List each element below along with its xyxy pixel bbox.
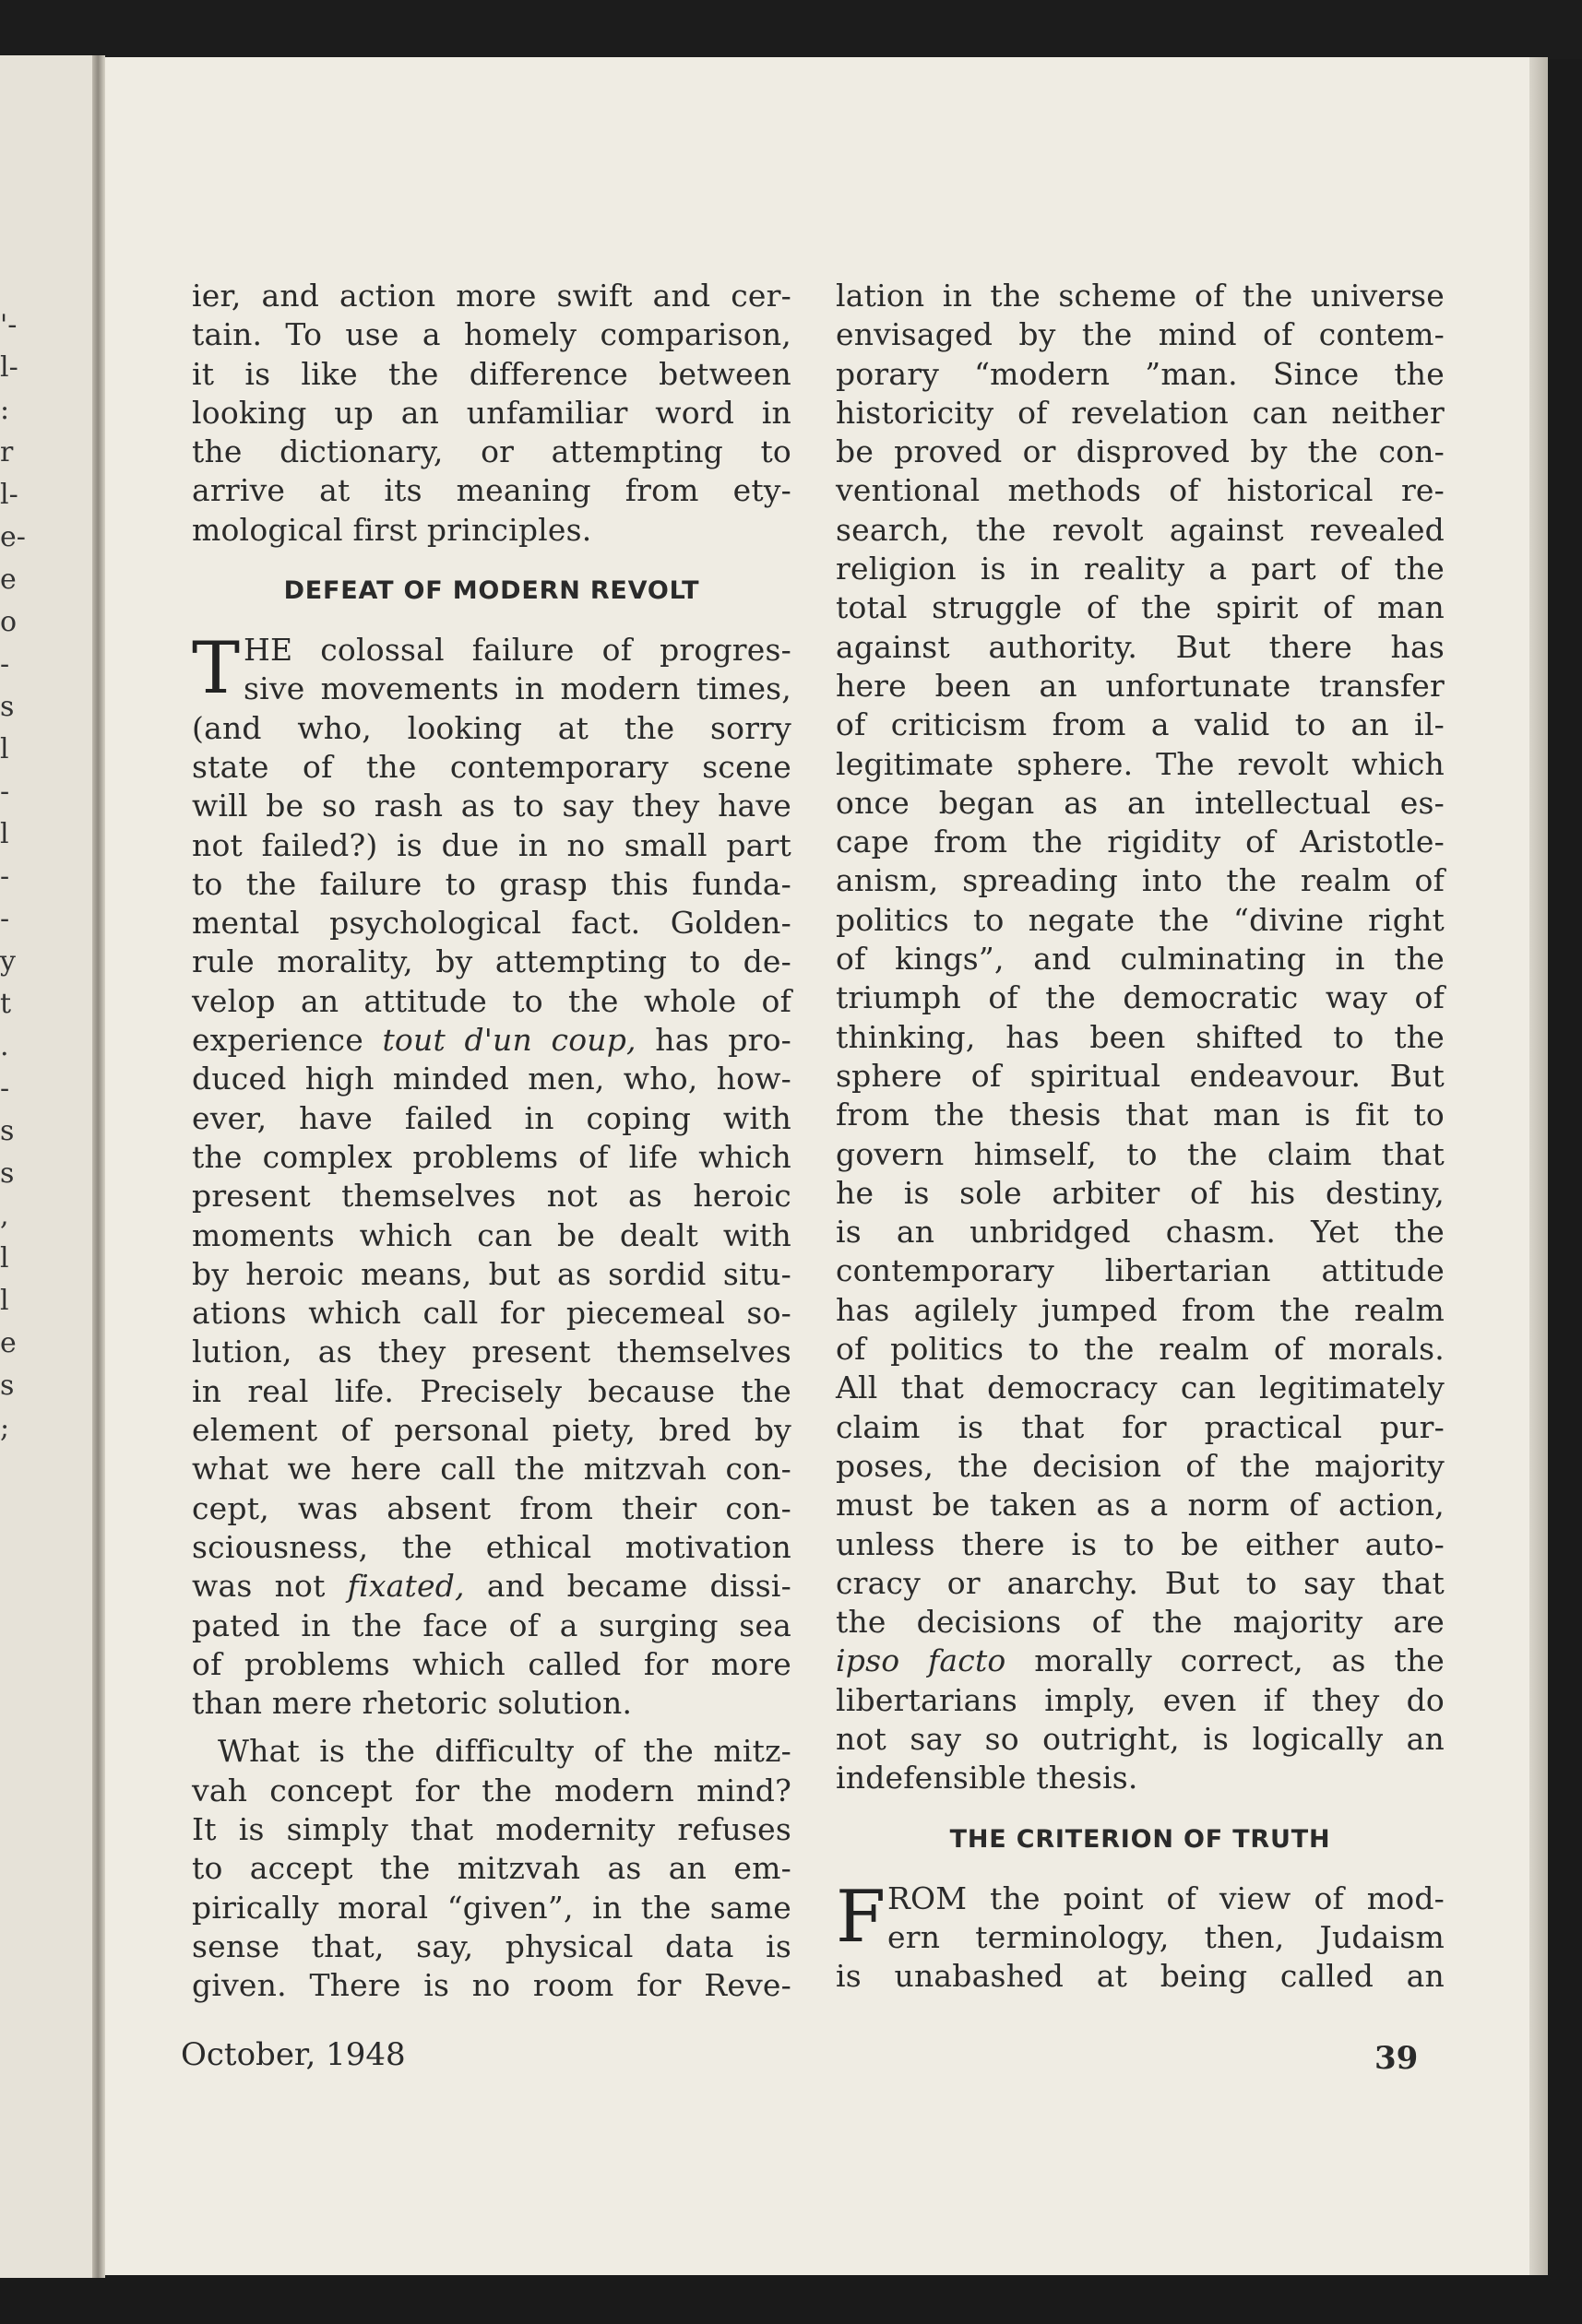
text-line: pirically moral “given”, in the same (192, 1889, 791, 1926)
text-line: of politics to the realm of morals. (836, 1331, 1445, 1368)
text-line: is unabashed at being called an (836, 1958, 1445, 1995)
text-line: tain. To use a homely comparison, (192, 316, 791, 353)
italic-phrase: tout d'un coup, (382, 1022, 636, 1059)
text-line: by heroic means, but as sordid situ- (192, 1255, 791, 1292)
text-line: mological first principles. (192, 511, 592, 548)
text-line: he is sole arbiter of his destiny, (836, 1174, 1445, 1211)
text-line: ern terminology, then, Judaism (887, 1918, 1445, 1955)
margin-fragment: e- (0, 521, 26, 553)
text-line: vah concept for the modern mind? (192, 1772, 791, 1808)
text-line: be proved or disproved by the con- (836, 433, 1445, 470)
margin-fragment: l- (0, 351, 18, 384)
facing-page-edge (0, 55, 100, 2278)
text-fragment: and became dissi- (464, 1568, 791, 1605)
text-line (192, 1567, 791, 1606)
margin-fragment: - (0, 1073, 10, 1105)
text-line: historicity of revelation can neither (836, 394, 1445, 431)
left-column (192, 277, 791, 2005)
text-line: has agilely jumped from the realm (836, 1291, 1445, 1328)
text-line: unless there is to be either auto- (836, 1525, 1445, 1562)
margin-fragment: y (0, 945, 16, 978)
margin-fragment: r (0, 436, 14, 468)
margin-fragment: l (0, 818, 9, 850)
text-line: mental psychological fact. Golden- (192, 905, 791, 942)
text-line: against authority. But there has (836, 628, 1445, 665)
margin-fragment: s (0, 691, 15, 723)
text-line: element of personal piety, bred by (192, 1412, 791, 1449)
text-line: pated in the face of a surging sea (192, 1607, 791, 1643)
text-line: cept, was absent from their con- (192, 1489, 791, 1526)
text-line: All that democracy can legitimately (836, 1370, 1445, 1406)
text-fragment: was not (192, 1568, 348, 1605)
text-line: duced high minded men, who, how- (192, 1061, 791, 1097)
text-line: sciousness, the ethical motivation (192, 1528, 791, 1565)
text-line: will be so rash as to say they have (192, 788, 791, 824)
margin-fragment: , (0, 1200, 9, 1232)
text-line: not failed?) is due in no small part (192, 826, 791, 863)
text-line: govern himself, to the claim that (836, 1135, 1445, 1172)
text-line: religion is in reality a part of the (836, 551, 1445, 587)
text-line: thinking, has been shifted to the (836, 1018, 1445, 1055)
text-line: ever, have failed in coping with (192, 1099, 791, 1136)
section-heading-defeat: DEFEAT OF MODERN REVOLT (283, 576, 700, 606)
text-line: of problems which called for more (192, 1645, 791, 1682)
drop-cap: T (192, 627, 241, 711)
margin-fragment: s (0, 1157, 15, 1190)
text-line (836, 1642, 1445, 1680)
text-line: of kings”, and culminating in the (836, 941, 1445, 978)
margin-fragment: l (0, 1285, 9, 1317)
text-fragment: has pro- (636, 1022, 792, 1059)
text-fragment: morally correct, as the (1005, 1642, 1445, 1679)
margin-fragment: o (0, 606, 18, 638)
margin-fragment: s (0, 1115, 15, 1147)
scan-top-border (0, 0, 1582, 59)
text-line: It is simply that modernity refuses (192, 1810, 791, 1847)
section-heading-criterion: THE CRITERION OF TRUTH (949, 1824, 1331, 1854)
text-line: envisaged by the mind of contem- (836, 316, 1445, 353)
text-line: sive movements in modern times, (244, 670, 791, 707)
margin-fragment: l (0, 733, 9, 765)
text-line: the dictionary, or attempting to (192, 433, 791, 470)
text-line: of criticism from a valid to an il- (836, 706, 1445, 743)
text-line: it is like the difference between (192, 355, 791, 392)
text-line: present themselves not as heroic (192, 1178, 791, 1215)
text-line: once began as an intellectual es- (836, 784, 1445, 821)
text-line: legitimate sphere. The revolt which (836, 745, 1445, 782)
text-line: libertarians imply, even if they do (836, 1681, 1445, 1718)
margin-fragment: : (0, 394, 10, 426)
right-paragraph-2 (836, 1875, 1445, 1997)
margin-fragment: e (0, 1327, 17, 1359)
text-line: What is the difficulty of the mitz- (218, 1733, 791, 1770)
text-line: state of the contemporary scene (192, 748, 791, 785)
right-column (836, 277, 1445, 1996)
text-line: triumph of the democratic way of (836, 979, 1445, 1016)
margin-fragment: s (0, 1370, 15, 1402)
drop-cap: F (836, 1875, 886, 1959)
text-line: poses, the decision of the majority (836, 1447, 1445, 1484)
text-line: is an unbridged chasm. Yet the (836, 1214, 1445, 1251)
text-line: what we here call the mitzvah con- (192, 1451, 791, 1488)
text-line: ventional methods of historical re- (836, 472, 1445, 509)
text-line: the decisions of the majority are (836, 1604, 1445, 1641)
margin-fragment: t (0, 988, 12, 1020)
text-line: rule morality, by attempting to de- (192, 943, 791, 980)
text-line: arrive at its meaning from ety- (192, 472, 791, 509)
text-line: velop an attitude to the whole of (192, 982, 791, 1019)
text-line: cape from the rigidity of Aristotle- (836, 824, 1445, 860)
left-paragraph-1 (192, 627, 792, 1723)
italic-phrase: ipso facto (836, 1642, 1006, 1679)
text-line: not say so outright, is logically an (836, 1720, 1445, 1757)
text-line (192, 1021, 791, 1060)
text-line: contemporary libertarian attitude (836, 1252, 1445, 1289)
text-line: looking up an unfamiliar word in (192, 394, 791, 431)
facing-page-text-fragments (0, 304, 26, 1450)
margin-fragment: - (0, 860, 10, 893)
text-line: (and who, looking at the sorry (192, 709, 791, 746)
text-line: sense that, say, physical data is (192, 1927, 791, 1964)
margin-fragment: l (0, 1242, 9, 1275)
text-line: ier, and action more swift and cer- (192, 278, 791, 314)
text-line: given. There is no room for Reve- (192, 1967, 791, 2004)
page-stack-edge (1529, 57, 1548, 2275)
binding-gutter (92, 55, 105, 2278)
text-line: claim is that for practical pur- (836, 1408, 1445, 1445)
text-line: cracy or anarchy. But to say that (836, 1564, 1445, 1601)
left-intro-paragraph (192, 277, 791, 550)
text-line: ROM the point of view of mod- (887, 1879, 1445, 1916)
text-line: HE colossal failure of progres- (244, 632, 791, 669)
margin-fragment: - (0, 776, 10, 808)
text-line: than mere rhetoric solution. (192, 1685, 633, 1722)
margin-fragment: - (0, 648, 10, 681)
margin-fragment: - (0, 903, 10, 935)
left-paragraph-2 (192, 1732, 791, 2005)
text-line: the complex problems of life which (192, 1138, 791, 1175)
issue-date: October, 1948 (181, 2036, 406, 2073)
text-line: lation in the scheme of the universe (836, 278, 1445, 314)
text-line: here been an unfortunate transfer (836, 667, 1445, 704)
margin-fragment: '- (0, 309, 18, 341)
text-line: sphere of spiritual endeavour. But (836, 1057, 1445, 1094)
text-line: indefensible thesis. (836, 1760, 1138, 1796)
text-line: to the failure to grasp this funda- (192, 865, 791, 902)
text-line: porary “modern ”man. Since the (836, 355, 1445, 392)
text-fragment: experience (192, 1022, 383, 1059)
text-line: politics to negate the “divine right (836, 901, 1445, 938)
text-line: total struggle of the spirit of man (836, 589, 1445, 626)
italic-phrase: fixated, (347, 1568, 465, 1605)
text-line: anism, spreading into the realm of (836, 862, 1445, 899)
margin-fragment: l- (0, 479, 18, 511)
margin-fragment: . (0, 1030, 9, 1062)
text-line: in real life. Precisely because the (192, 1372, 791, 1409)
margin-fragment: e (0, 563, 17, 596)
right-paragraph-1 (836, 277, 1445, 1798)
text-line: from the thesis that man is fit to (836, 1097, 1445, 1133)
text-line: ations which call for piecemeal so- (192, 1295, 791, 1332)
text-line: moments which can be dealt with (192, 1216, 791, 1253)
text-line: must be taken as a norm of action, (836, 1487, 1445, 1524)
text-line: to accept the mitzvah as an em- (192, 1850, 791, 1887)
text-line: lution, as they present themselves (192, 1334, 791, 1370)
margin-fragment: ; (0, 1412, 10, 1444)
page-number: 39 (1374, 2040, 1419, 2077)
text-line: search, the revolt against revealed (836, 511, 1445, 548)
